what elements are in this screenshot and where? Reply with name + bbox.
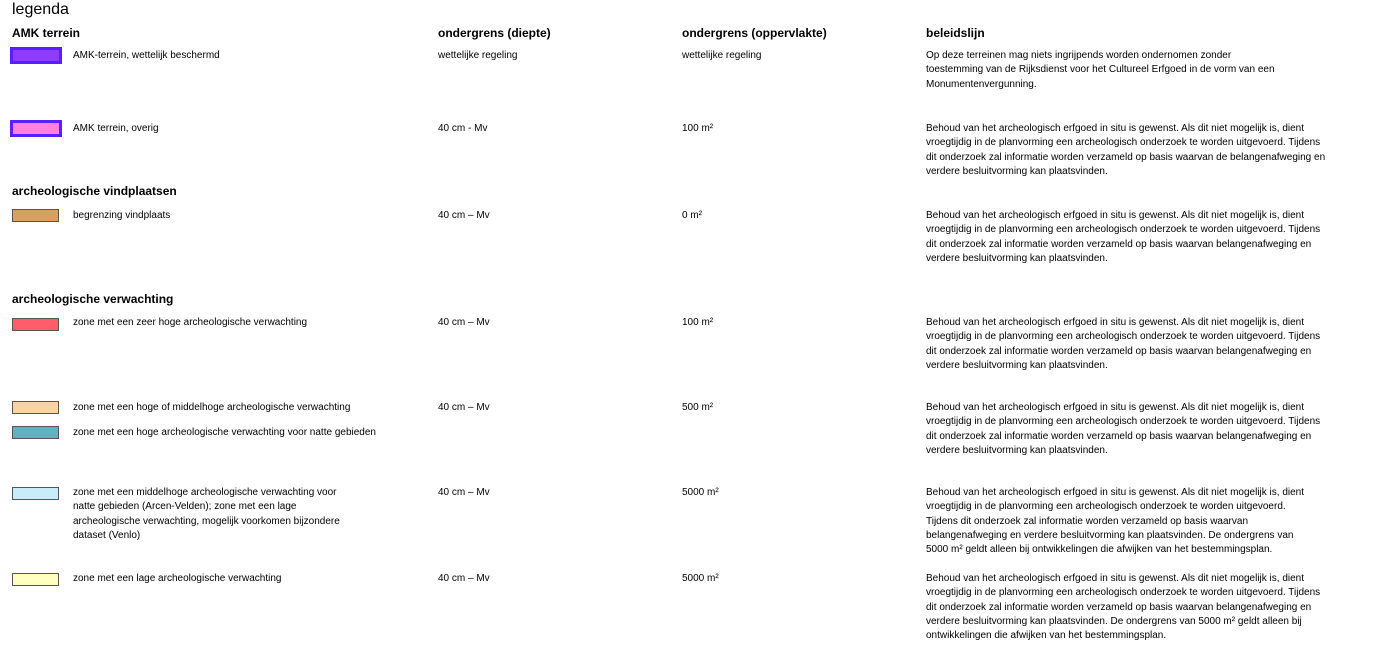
legend-label [73,316,307,330]
policy-line: dit onderzoek zal informatie worden verzameld op basis waarvan belangenafweging en [926,345,1312,357]
legend-swatch-high-medium [12,401,59,414]
label-line: archeologische verwachting, mogelijk voorkomen bijzondere [73,515,340,527]
depth-value: 40 cm – Mv [438,317,490,328]
depth-value: 40 cm – Mv [438,487,490,498]
policy-line: Tijdens dit onderzoek zal informatie worden verzameld op basis waarvan [926,515,1249,527]
legend-label [73,572,281,586]
label-line: zone met een hoge of middelhoge archeologische verwachting [73,402,351,413]
legend-swatch-low [12,573,59,586]
policy-line: vroegtijdig in de planvorming een archeologisch onderzoek te worden uitgevoerd. Tijdens [926,416,1321,428]
legend-swatch-high-wet [12,426,59,439]
policy-line: verdere besluitvorming kan plaatsvinden. De ondergrens van 5000 m² geldt alleen bij [926,615,1302,627]
label-line: dataset (Venlo) [73,529,141,541]
label-line: zone met een hoge archeologische verwachting voor natte gebieden [73,427,376,438]
policy-text [926,122,1325,179]
column-header-policy: beleidslijn [926,26,985,40]
area-value: 5000 m² [682,573,719,584]
legend-swatch-very-high [12,318,59,331]
policy-line: Behoud van het archeologisch erfgoed in situ is gewenst. Als dit niet mogelijk is, dient [926,210,1304,221]
policy-line: ontwikkelingen die afwijken van het bestemmingsplan. [926,630,1167,642]
legend-label [73,209,170,223]
area-value: 500 m² [682,402,714,413]
policy-line: verdere besluitvorming kan plaatsvinden. [926,252,1108,264]
policy-text [926,209,1320,266]
legend-label [73,122,159,136]
policy-line: 5000 m² geldt alleen bij ontwikkelingen die afwijken van het bestemmingsplan. [926,544,1273,556]
policy-line: Op deze terreinen mag niets ingrijpends worden ondernomen zonder [926,50,1232,61]
area-value: wettelijke regeling [682,50,762,61]
legend-label [73,486,340,543]
legend-label [73,401,350,415]
label-line: natte gebieden (Arcen-Velden); zone met een lage [73,501,297,513]
policy-line: vroegtijdig in de planvorming een archeologisch onderzoek te worden uitgevoerd. Tijdens [926,224,1321,236]
policy-line: dit onderzoek zal informatie worden verzameld op basis waarvan belangenafweging en [926,601,1312,613]
policy-line: verdere besluitvorming kan plaatsvinden. [926,165,1108,177]
area-value: 5000 m² [682,487,719,498]
legend-label [73,426,376,440]
area-value: 100 m² [682,317,714,328]
section-heading-amk-terrein: AMK terrein [12,26,81,40]
depth-value: 40 cm - Mv [438,123,488,134]
legend-swatch-amk-other [10,120,62,137]
legend-title: legenda [12,1,69,18]
policy-line: dit onderzoek zal informatie worden verzameld op basis waarvan belangenafweging en [926,238,1312,250]
label-line: zone met een zeer hoge archeologische verwachting [73,317,308,328]
label-line: AMK-terrein, wettelijk beschermd [73,50,220,61]
policy-line: verdere besluitvorming kan plaatsvinden. [926,444,1108,456]
depth-value: 40 cm – Mv [438,210,490,221]
area-value: 0 m² [682,210,702,221]
policy-line: vroegtijdig in de planvorming een archeologisch onderzoek te worden uitgevoerd. Tijdens [926,331,1321,343]
policy-line: vroegtijdig in de planvorming een archeologisch onderzoek te worden uitgevoerd. [926,501,1286,513]
label-line: begrenzing vindplaats [73,210,171,221]
depth-value: 40 cm – Mv [438,402,490,413]
policy-line: toestemming van de Rijksdienst voor het Cultureel Erfgoed in de vorm van een [926,64,1275,76]
policy-text [926,572,1320,643]
depth-value: 40 cm – Mv [438,573,490,584]
section-heading-vindplaatsen: archeologische vindplaatsen [12,184,177,198]
depth-value: wettelijke regeling [438,50,518,61]
column-header-area: ondergrens (oppervlakte) [682,26,827,40]
policy-line: Monumentenvergunning. [926,78,1037,90]
policy-line: Behoud van het archeologisch erfgoed in situ is gewenst. Als dit niet mogelijk is, dient [926,123,1304,134]
policy-line: verdere besluitvorming kan plaatsvinden. [926,359,1108,371]
policy-line: vroegtijdig in de planvorming een archeologisch onderzoek te worden uitgevoerd. Tijdens [926,587,1321,599]
column-header-depth: ondergrens (diepte) [438,26,551,40]
label-line: zone met een lage archeologische verwachting [73,573,282,584]
policy-line: belangenafweging en verdere besluitvorming kan plaatsvinden. De ondergrens van [926,529,1294,541]
policy-line: dit onderzoek zal informatie worden verzameld op basis waarvan belangenafweging en [926,430,1312,442]
policy-line: Behoud van het archeologisch erfgoed in situ is gewenst. Als dit niet mogelijk is, dient [926,317,1304,328]
section-heading-verwachting: archeologische verwachting [12,292,174,306]
policy-line: Behoud van het archeologisch erfgoed in situ is gewenst. Als dit niet mogelijk is, dient [926,487,1304,498]
policy-line: vroegtijdig in de planvorming een archeologisch onderzoek te worden uitgevoerd. Tijdens [926,137,1321,149]
policy-line: dit onderzoek zal informatie worden verzameld op basis waarvan de belangenafweging en [926,151,1326,163]
legend-swatch-medium-wet [12,487,59,500]
label-line: AMK terrein, overig [73,123,159,134]
policy-line: Behoud van het archeologisch erfgoed in situ is gewenst. Als dit niet mogelijk is, dient [926,402,1304,413]
area-value: 100 m² [682,123,714,134]
policy-text [926,316,1320,373]
label-line: zone met een middelhoge archeologische verwachting voor [73,487,337,498]
policy-text [926,401,1320,458]
policy-text [926,49,1275,92]
legend-swatch-amk-protected [10,47,62,64]
legend-swatch-vindplaats [12,209,59,222]
policy-line: Behoud van het archeologisch erfgoed in situ is gewenst. Als dit niet mogelijk is, dient [926,573,1304,584]
policy-text [926,486,1304,557]
legend-label [73,49,220,63]
